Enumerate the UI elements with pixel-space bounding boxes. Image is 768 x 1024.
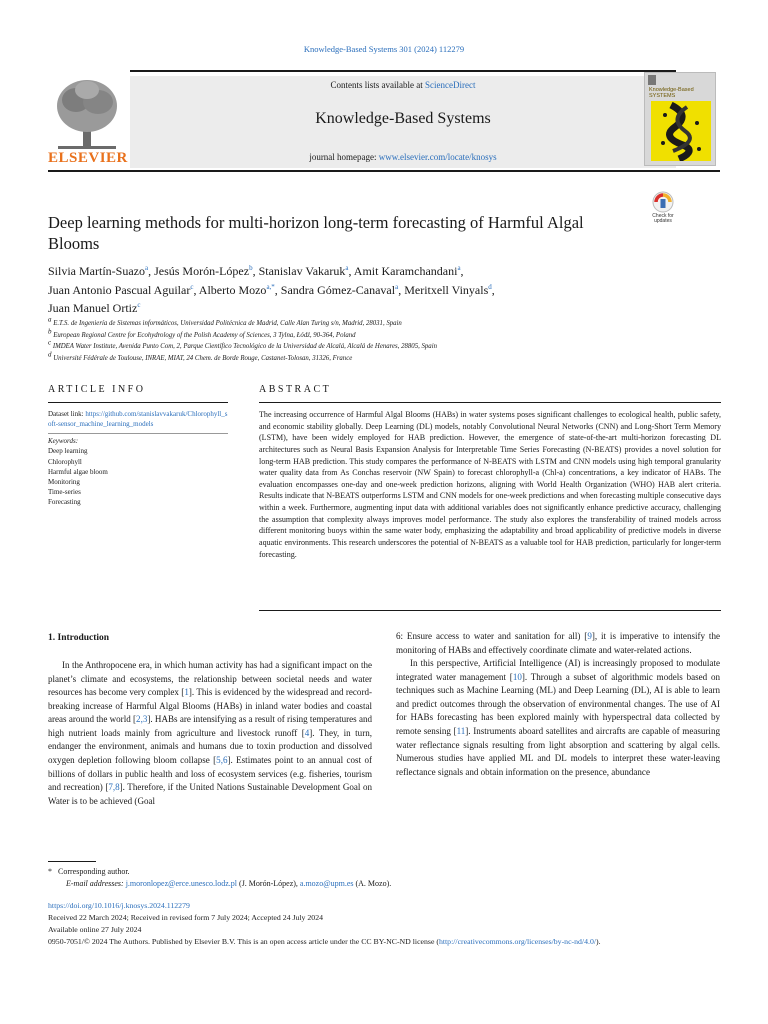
- cover-logo-icon: [648, 75, 656, 85]
- contents-line: [130, 80, 676, 90]
- paragraph: [396, 657, 720, 779]
- journal-masthead: [48, 70, 720, 168]
- paragraph-continued: [396, 630, 720, 657]
- journal-reference[interactable]: Knowledge-Based Systems 301 (2024) 112279: [303, 44, 465, 54]
- affiliation-text: Université Fédérale de Toulouse, INRAE, MIAT, 24 Chem. de Borde Rouge, Castanet-Tolosan, 31326, France: [53, 354, 353, 362]
- author-separator: ,: [491, 282, 495, 297]
- email-owner: (J. Morón-López),: [237, 878, 300, 888]
- keyword: Forecasting: [48, 498, 81, 507]
- cover-artwork: [651, 101, 711, 161]
- keyword: Time-series: [48, 487, 81, 496]
- introduction-heading: 1. Introduction: [48, 633, 110, 643]
- author-separator: ,: [148, 264, 155, 278]
- text-run: ]. Estimates point to an annual cost of billions of dollars in public health and loss of ecosystem services (e.g. fisheries, tourism and recreation) [: [48, 754, 373, 793]
- citation-link[interactable]: 2,3: [136, 714, 148, 725]
- cover-title: Knowledge-Based SYSTEMS: [649, 87, 694, 100]
- author[interactable]: Silvia Martín-Suazo: [48, 264, 145, 278]
- author-list: [48, 262, 668, 318]
- keyword: Monitoring: [48, 477, 80, 486]
- citation-link[interactable]: 1: [184, 687, 189, 698]
- keyword: Chlorophyll: [48, 457, 82, 466]
- footnote-star: *: [48, 867, 52, 876]
- body-column-right: [396, 630, 720, 779]
- article-info: [48, 409, 228, 507]
- dataset-line: [48, 409, 228, 429]
- email-line: [48, 878, 708, 890]
- license-prefix: 0950-7051/© 2024 The Authors. Published by Elsevier B.V. This is an open access article under the CC BY-NC-ND license (: [48, 937, 439, 947]
- masthead-top-rule: [130, 70, 676, 72]
- citation-link[interactable]: 10: [512, 671, 522, 682]
- author-affiliation-mark[interactable]: a: [144, 264, 149, 272]
- license-link[interactable]: http://creativecommons.org/licenses/by-nc-nd/4.0/: [438, 937, 597, 947]
- text-run: ]. HABs are intensifying as a result of rising temperatures and high nutrient loads mainly from agriculture and livestock runoff [: [48, 714, 373, 738]
- affiliation-key: c: [48, 338, 52, 347]
- affiliation-key: a: [48, 315, 52, 324]
- affiliation: [48, 338, 708, 353]
- author-affiliation-mark[interactable]: a: [345, 264, 349, 272]
- masthead-bottom-rule: [48, 170, 720, 172]
- affiliation: [48, 315, 708, 330]
- affiliation-text: E.T.S. de Ingeniería de Sistemas informáticos, Universidad Politécnica de Madrid, Calle Alan Turing s/n, Madrid, 28031, Spain: [53, 320, 402, 327]
- affiliation-list: [48, 315, 708, 364]
- abstract-rule: [259, 402, 721, 403]
- keyword: Deep learning: [48, 447, 88, 456]
- article-info-rule: [48, 402, 228, 403]
- affiliation-key: b: [48, 327, 52, 336]
- affiliation: [48, 327, 708, 342]
- keyword: Harmful algae bloom: [48, 467, 108, 476]
- author-affiliation-mark[interactable]: b: [249, 264, 253, 272]
- author[interactable]: Sandra Gómez-Canaval: [280, 282, 396, 297]
- affiliation-text: IMDEA Water Institute, Avenida Punto Com, 2, Parque Científico Tecnológico de la Universidad de Alcalá, Alcalá de Henares, 28805, Spain: [52, 343, 437, 351]
- author[interactable]: Jesús Morón-López: [154, 264, 250, 278]
- license-suffix: ).: [596, 937, 601, 947]
- check-for-updates-badge[interactable]: [648, 190, 678, 230]
- contents-prefix: Contents lists available at: [330, 80, 425, 90]
- check-for-updates-icon: [648, 190, 678, 214]
- citation-link[interactable]: 11: [456, 725, 466, 736]
- author[interactable]: Stanislav Vakaruk: [258, 264, 346, 278]
- text-run: ]. This is evidenced by the widespread and record-breaking increase of Harmful Algal Blooms (HABs) in inland water bodies and coastal areas around the world [: [48, 687, 372, 725]
- email-link[interactable]: j.moronlopez@erce.unesco.lodz.pl: [125, 878, 238, 888]
- corresponding-author-note: [48, 866, 708, 878]
- text-run: ]. Therefore, if the United Nations Sustainable Development Goal on Water is to be achieved (Goal: [48, 782, 372, 806]
- author-separator: ,: [460, 264, 464, 278]
- homepage-line: [130, 152, 676, 162]
- corresponding-label: Corresponding author.: [58, 867, 130, 876]
- text-run: In the Anthropocene era, in which human activity has had a significant impact on the planet’s climate and ecosystems, the relationship between societal needs and water resources has become very complex [: [48, 660, 372, 698]
- affiliation-key: d: [48, 350, 52, 359]
- affiliation: [48, 350, 708, 365]
- author-affiliation-mark[interactable]: a: [457, 264, 461, 272]
- author[interactable]: Alberto Mozo: [198, 282, 267, 297]
- homepage-link[interactable]: www.elsevier.com/locate/knosys: [378, 152, 497, 162]
- keywords-heading: Keywords:: [48, 437, 79, 446]
- publisher-name: ELSEVIER: [48, 150, 128, 166]
- email-label: E-mail addresses:: [66, 878, 124, 888]
- author-separator: ,: [252, 264, 259, 278]
- text-run: In this perspective, Artificial Intelligence (AI) is increasingly proposed to modulate integrated water management [: [396, 658, 720, 682]
- sciencedirect-link[interactable]: ScienceDirect: [425, 80, 476, 90]
- citation-link[interactable]: 7,8: [108, 782, 120, 793]
- affiliation-text: European Regional Centre for Ecohydrology of the Polish Academy of Sciences, 3 Tylna, Łódź, 90-364, Poland: [53, 331, 356, 339]
- license-line: [48, 936, 720, 948]
- keywords-rule: [48, 433, 228, 434]
- received-dates: Received 22 March 2024; Received in revised form 7 July 2024; Accepted 24 July 2024: [48, 913, 323, 923]
- text-run: ]. Instruments aboard satellites and aircrafts are capable of measuring water reflectance signals resulting from light absorption and scattering by algal cells. Numerous studies have applied ML and DL models to interpret these water-leaving reflectance signals and obtain information on the presence, abundance: [396, 725, 720, 777]
- author[interactable]: Juan Antonio Pascual Aguilar: [48, 282, 191, 297]
- available-online: Available online 27 July 2024: [48, 925, 142, 935]
- email-owner: (A. Mozo).: [353, 878, 392, 888]
- abstract-text: The increasing occurrence of Harmful Algal Blooms (HABs) in water systems poses significant challenges to ecological health, public safety, and economic stability globally. Deep Learning (DL) models, notably Convolutional Neural Networks (CNN) and Long-Short Term Memory (LSTM), have been widely employed for HAB prediction. However, the emergence of state-of-the-art multi-horizon forecasting DL architectures such as Neural Basis Expansion Analysis for Interpretable Time Series Forecasting (N-BEATS) provides a novel solution for long-term HAB prediction. This study compares the performance of N-BEATS with LSTM and CNN models using high temporal granularity water quality data from As Conchas reservoir (NW Spain) to forecast chlorophyll-a (Chl-a) concentrations, a key indicator of HABs. The evaluation encompasses one-day and one-week prediction horizons, aligning with World Health Organization (WHO) HAB alert criteria. Results indicate that N-BEATS outperforms LSTM and CNN models for one-week predictions and when forecasting multiple consecutive days within a week. Furthermore, augmenting input data with additional variables does not significantly enhance predictive accuracy, challenging the assumption that complexity always improves model performance. The study also explores the transferability of trained models across different monitoring buoys within the same water body, emphasizing the adaptability and broad applicability of predictive models in diverse aquatic environments. This research underscores the potential of N-BEATS as a valuable tool for HAB prediction, particularly for longer-term forecasting.: [259, 410, 721, 559]
- journal-name: Knowledge-Based Systems: [315, 110, 491, 127]
- author-separator: ,: [398, 282, 405, 297]
- homepage-prefix: journal homepage:: [309, 152, 379, 162]
- article-info-heading: ARTICLE INFO: [48, 384, 146, 395]
- text-run: 6: Ensure access to water and sanitation for all) [: [396, 631, 588, 641]
- author-affiliation-mark[interactable]: c: [137, 301, 141, 310]
- citation-link[interactable]: 4: [304, 727, 310, 738]
- text-run: ]. Through a subset of algorithmic models based on techniques such as Machine Learning (ML) and Deep Learning (DL), AI is able to learn and predict outcomes through the observation of environmental changes. The use of AI for HABs forecasting has been explored mainly with hyperspectral data collected by remote sensing [: [396, 671, 721, 736]
- abstract-bottom-rule: [259, 610, 721, 611]
- citation-link[interactable]: 9: [587, 631, 592, 641]
- text-run: ]. They, in turn, endanger the environment, animals and humans due to toxin production and dissolved oxygen depletion following bloom collapse [: [48, 727, 372, 765]
- publication-info: [48, 900, 720, 948]
- author-affiliation-mark[interactable]: c: [190, 282, 194, 291]
- footnote-rule: [48, 861, 96, 862]
- author-affiliation-mark[interactable]: a,*: [266, 282, 275, 291]
- article-title: Deep learning methods for multi-horizon long-term forecasting of Harmful Algal Blooms: [48, 213, 584, 254]
- author-affiliation-mark[interactable]: a: [395, 282, 399, 291]
- dataset-label: Dataset link:: [48, 410, 84, 418]
- text-run: ], it is imperative to intensify the monitoring of HABs and effectively coordinate climate and water-related actions.: [396, 631, 720, 655]
- doi-link[interactable]: https://doi.org/10.1016/j.knosys.2024.112279: [48, 901, 190, 910]
- author[interactable]: Meritxell Vinyals: [404, 282, 489, 297]
- footnote: [48, 866, 708, 889]
- citation-link[interactable]: 5,6: [216, 754, 228, 765]
- abstract-heading: ABSTRACT: [259, 384, 332, 395]
- author-affiliation-mark[interactable]: d: [488, 282, 492, 291]
- journal-cover-image: [644, 72, 716, 166]
- author-separator: ,: [348, 264, 354, 278]
- paragraph: [48, 659, 372, 808]
- author-separator: ,: [193, 282, 199, 297]
- author[interactable]: Amit Karamchandani: [353, 264, 458, 278]
- author-separator: ,: [274, 282, 281, 297]
- body-column-left: [48, 659, 372, 808]
- dataset-link[interactable]: https://github.com/stanislavvakaruk/Chlorophyll_soft-sensor_machine_learning_models: [48, 410, 228, 429]
- email-link[interactable]: a.mozo@upm.es: [299, 878, 354, 888]
- check-for-updates-label: Check for updates: [652, 213, 674, 225]
- author[interactable]: Juan Manuel Ortiz: [48, 301, 138, 316]
